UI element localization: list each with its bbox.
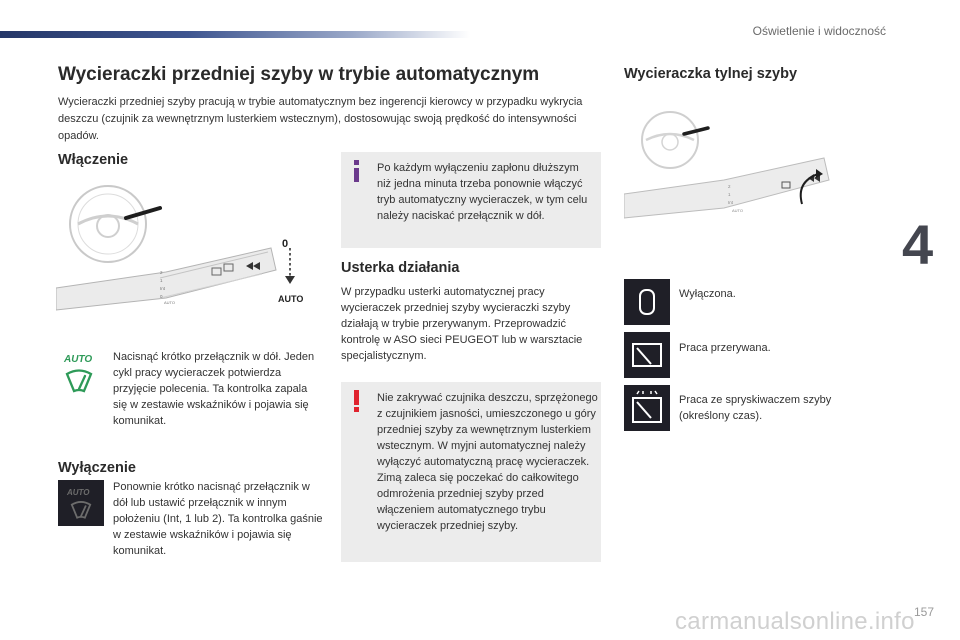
rear-wiper-washer-tile bbox=[624, 385, 670, 431]
auto-wiper-indicator-icon bbox=[64, 368, 94, 394]
svg-text:1: 1 bbox=[728, 192, 731, 197]
heading-wlaczenie: Włączenie bbox=[58, 152, 129, 168]
page-title: Wycieraczki przedniej szyby w trybie automatycznym bbox=[58, 64, 540, 85]
chapter-number: 4 bbox=[902, 213, 934, 276]
rear-wiper-intermittent-tile bbox=[624, 332, 670, 378]
section-title: Oświetlenie i widoczność bbox=[752, 24, 886, 38]
svg-text:0: 0 bbox=[160, 294, 163, 299]
auto-wiper-off-indicator-icon bbox=[69, 500, 93, 520]
lever-zero-label: 0 bbox=[282, 238, 289, 250]
svg-text:AUTO: AUTO bbox=[164, 300, 176, 305]
svg-text:1: 1 bbox=[160, 278, 163, 283]
auto-indicator-label: AUTO bbox=[64, 354, 93, 365]
info-box-text: Po każdym wyłączeniu zapłonu dłuższym niż jedna minuta trzeba ponownie włączyć tryb automatyczny wycieraczek, w tym celu należy naciskać przełącznik w dół. bbox=[377, 162, 588, 222]
rear-wiper-washer-label: Praca ze spryskiwaczem szyby (określony czas). bbox=[679, 394, 832, 422]
info-box bbox=[341, 152, 601, 248]
heading-rear-wiper: Wycieraczka tylnej szyby bbox=[624, 66, 798, 82]
rear-wiper-lever-illustration bbox=[624, 108, 844, 238]
warning-box bbox=[341, 382, 601, 562]
auto-indicator-off-label: AUTO bbox=[67, 488, 90, 497]
info-icon bbox=[349, 160, 365, 182]
rear-wiper-off-label: Wyłączona. bbox=[679, 288, 736, 300]
rear-wiper-intermittent-label: Praca przerywana. bbox=[679, 342, 771, 354]
heading-wylaczenie: Wyłączenie bbox=[58, 460, 136, 476]
rear-wiper-off-tile bbox=[624, 279, 670, 325]
lever-auto-label: AUTO bbox=[278, 294, 304, 304]
wlaczenie-text: Nacisnąć krótko przełącznik w dół. Jeden cykl pracy wycieraczek potwierdza przyjęcie polecenia. Ta kontrolka zapala się w zestawie wskaźników i pojawia się komunikat. bbox=[113, 351, 315, 427]
rear-wiper-intermittent-icon bbox=[631, 340, 663, 370]
rear-wiper-off-icon bbox=[638, 288, 656, 316]
intro-paragraph: Wycieraczki przedniej szyby pracują w trybie automatycznym bez ingerencji kierowcy w przypadku wykrycia deszczu (czujnik za wewnętrznym lusterkiem wstecznym), dostosowując swoją prędkość do intensywności opadów. bbox=[58, 96, 583, 142]
svg-text:Int: Int bbox=[728, 200, 734, 205]
usterka-text: W przypadku usterki automatycznej pracy wycieraczek przedniej szyby wycieraczki szyby działają w trybie przerywanym. Przeprowadzić kontrolę w ASO sieci PEUGEOT lub w warsztacie specjalistycznym. bbox=[341, 286, 583, 362]
rear-wiper-washer-icon bbox=[631, 390, 663, 426]
steering-lever-illustration bbox=[56, 178, 306, 318]
svg-text:Int: Int bbox=[160, 286, 166, 291]
warning-icon bbox=[349, 390, 365, 412]
wylaczenie-text: Ponownie krótko nacisnąć przełącznik w dół lub ustawić przełącznik w innym położeniu (Int, 1 lub 2). Ta kontrolka gaśnie w zestawie wskaźników i pojawia się komunikat. bbox=[113, 481, 323, 557]
auto-indicator-dark-tile bbox=[58, 480, 104, 526]
warning-box-text: Nie zakrywać czujnika deszczu, sprzężonego z czujnikiem jasności, umieszczonego u góry przedniej szyby za wewnętrznym lusterkiem wstecznym. W myjni automatycznej należy wyłączyć automatyczną pracę wycieraczek. Zimą zaleca się poczekać do całkowitego odmrożenia przedniej szyby przed włączeniem automatycznego trybu wycieraczek przedniej szyby. bbox=[377, 392, 598, 532]
svg-text:AUTO: AUTO bbox=[732, 208, 744, 213]
svg-text:2: 2 bbox=[728, 184, 731, 189]
header-accent-bar bbox=[0, 31, 470, 38]
svg-text:2: 2 bbox=[160, 270, 163, 275]
heading-usterka: Usterka działania bbox=[341, 260, 460, 276]
page-number: 157 bbox=[914, 605, 935, 619]
watermark: carmanualsonline.info bbox=[675, 608, 915, 635]
